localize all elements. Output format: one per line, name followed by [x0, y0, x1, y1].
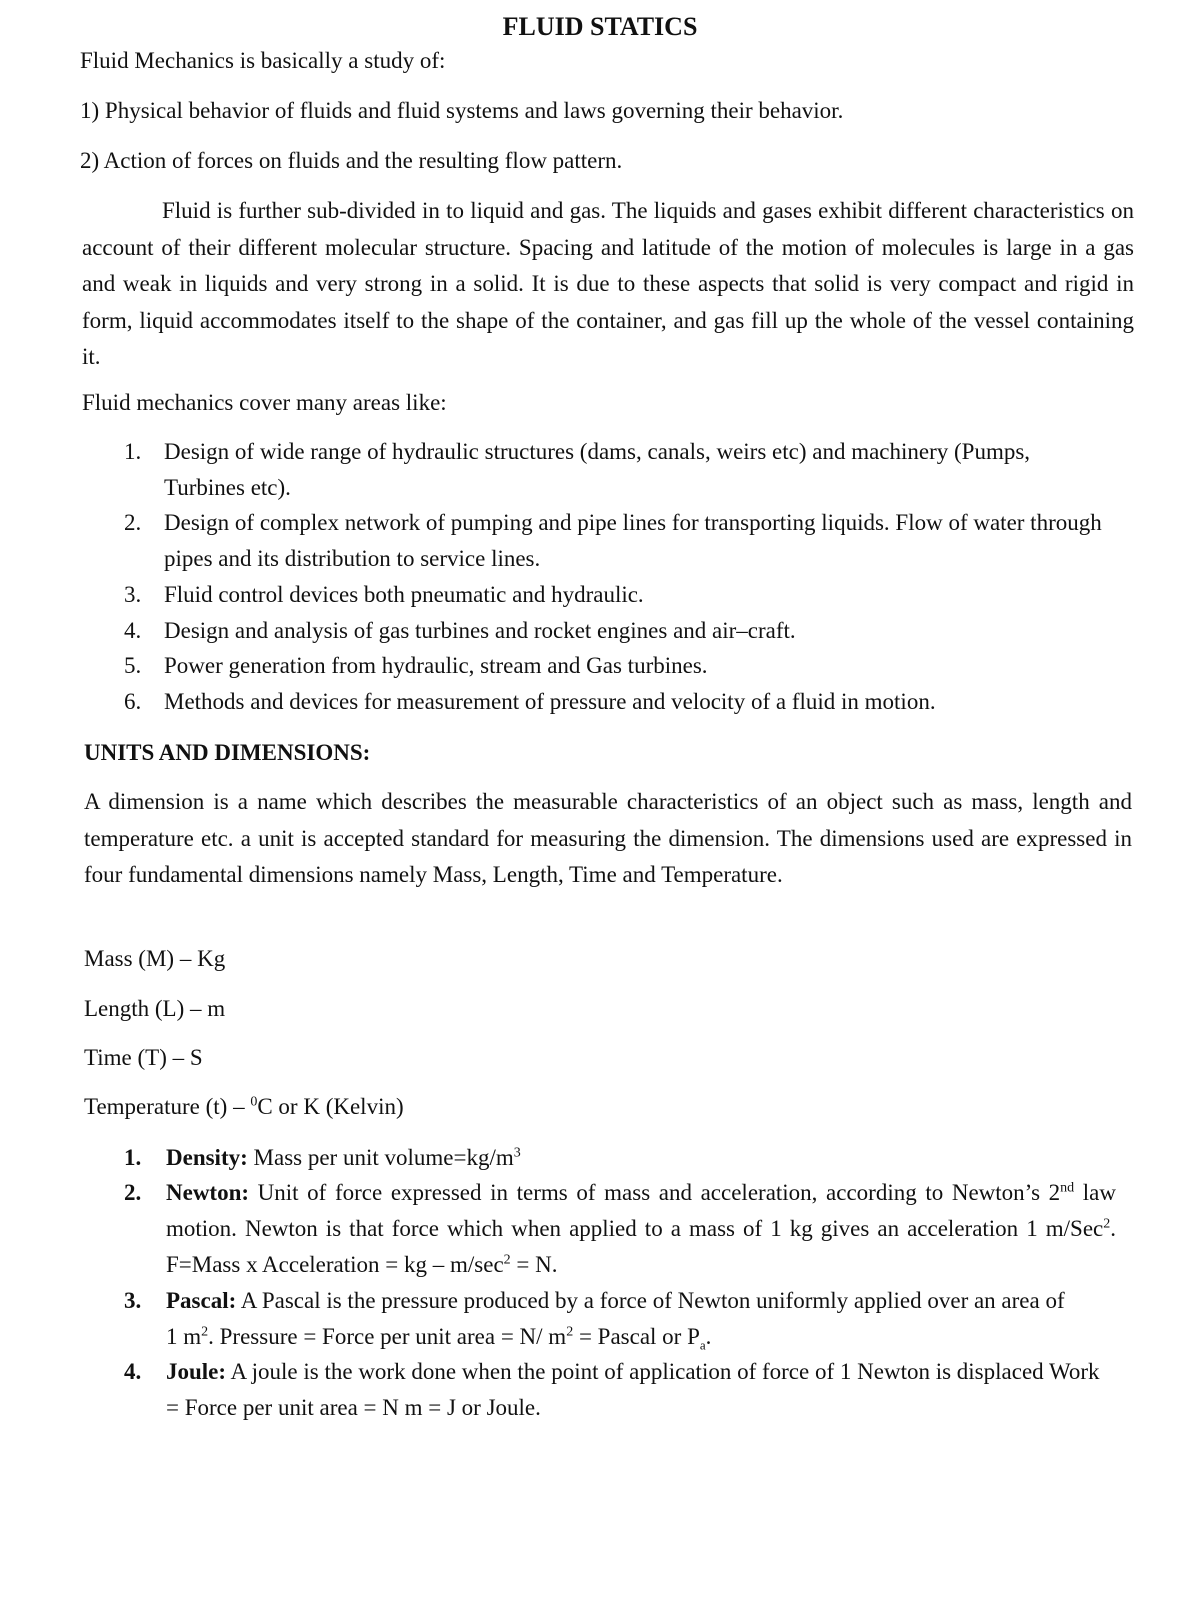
- definition-body: = N.: [510, 1252, 558, 1277]
- definition-body: . Pressure = Force per unit area = N/ m: [208, 1324, 567, 1349]
- definition-term: Density:: [166, 1145, 248, 1170]
- definition-body: = Pascal or P: [573, 1324, 700, 1349]
- definition-term: Pascal:: [166, 1288, 237, 1313]
- list-item-number: 1.: [124, 1145, 142, 1170]
- list-item-number: 2.: [124, 1180, 142, 1205]
- list-item-number: 4.: [124, 618, 142, 643]
- unit-length: Length (L) – m: [84, 996, 226, 1021]
- units-heading: UNITS AND DIMENSIONS:: [84, 740, 371, 765]
- page-title: FLUID STATICS: [502, 12, 698, 41]
- intro-point-1: 1) Physical behavior of fluids and fluid systems and laws governing their behavior.: [80, 98, 844, 123]
- definition-text: [166, 1283, 1066, 1355]
- definition-body: .: [705, 1324, 712, 1349]
- list-item-number: 4.: [124, 1359, 142, 1384]
- units-paragraph: A dimension is a name which describes the measurable characteristics of an object such as mass, length and temperature etc. a unit is accepted standard for measuring the dimension. The dimensions used are expressed in four fundamental dimensions namely Mass, Length, Time and Temperature.: [84, 789, 1132, 887]
- superscript: 2: [201, 1324, 209, 1340]
- definition-term: Newton:: [166, 1180, 250, 1205]
- unit-temperature-value: C or K (Kelvin): [257, 1094, 404, 1119]
- list-item-text: Design and analysis of gas turbines and rocket engines and air–craft.: [164, 618, 796, 643]
- list-item-number: 6.: [124, 689, 142, 714]
- definition-body: Mass per unit volume=kg/m: [247, 1145, 514, 1170]
- definition-joule: [124, 1354, 1114, 1426]
- subscript: a: [699, 1337, 706, 1353]
- definition-body: A Pascal is the pressure produced by a force of Newton uniformly applied over an area of 1 m: [166, 1288, 1065, 1349]
- intro-lead: Fluid Mechanics is basically a study of:: [80, 48, 446, 73]
- list-item-number: 1.: [124, 439, 142, 464]
- superscript: 2: [1103, 1216, 1111, 1232]
- unit-temperature: [84, 1092, 404, 1122]
- superscript: nd: [1060, 1180, 1075, 1196]
- list-item-text: Fluid control devices both pneumatic and hydraulic.: [164, 582, 644, 607]
- definition-body: A joule is the work done when the point of application of force of 1 Newton is displaced Work = Force per unit area = N m = J or Joule.: [166, 1359, 1100, 1420]
- definition-text: [166, 1175, 1116, 1283]
- list-item-text: Methods and devices for measurement of pressure and velocity of a fluid in motion.: [164, 689, 936, 714]
- list-item-text: Design of wide range of hydraulic structures (dams, canals, weirs etc) and machinery (Pumps, Turbines etc).: [164, 439, 1031, 500]
- list-item-text: Design of complex network of pumping and pipe lines for transporting liquids. Flow of water through pipes and its distribution to service lines.: [164, 510, 1102, 571]
- definition-body: law motion. Newton is that force which when applied to a mass of 1 kg gives an acceleration 1 m/Sec: [166, 1180, 1116, 1241]
- list-item: [124, 434, 1104, 506]
- definition-newton: [124, 1175, 1114, 1283]
- unit-time: Time (T) – S: [84, 1045, 203, 1070]
- superscript: 3: [513, 1145, 521, 1161]
- superscript: 2: [503, 1252, 511, 1268]
- definition-text: [166, 1140, 1116, 1176]
- definition-body: . F=Mass x Acceleration = kg – m/sec: [166, 1216, 1116, 1277]
- intro-point-2: 2) Action of forces on fluids and the resulting flow pattern.: [80, 148, 623, 173]
- list-item-number: 3.: [124, 582, 142, 607]
- definition-text: [166, 1354, 1106, 1426]
- list-item-text: Power generation from hydraulic, stream and Gas turbines.: [164, 653, 708, 678]
- definition-body: Unit of force expressed in terms of mass and acceleration, according to Newton’s 2: [249, 1180, 1061, 1205]
- fluid-paragraph: Fluid is further sub-divided in to liquid and gas. The liquids and gases exhibit different characteristics on account of their different molecular structure. Spacing and latitude of the motion of molecules is large in a gas and weak in liquids and very strong in a solid. It is due to these aspects that solid is very compact and rigid in form, liquid accommodates itself to the shape of the container, and gas fill up the whole of the vessel containing it.: [82, 198, 1134, 369]
- unit-mass: Mass (M) – Kg: [84, 946, 226, 971]
- list-item-number: 2.: [124, 510, 142, 535]
- definition-term: Joule:: [166, 1359, 227, 1384]
- list-item-number: 5.: [124, 653, 142, 678]
- areas-lead: Fluid mechanics cover many areas like:: [82, 390, 447, 415]
- list-item: [124, 505, 1104, 577]
- definition-pascal: [124, 1283, 1114, 1355]
- list-item-number: 3.: [124, 1288, 142, 1313]
- degree-superscript: 0: [250, 1094, 258, 1110]
- unit-temperature-label: Temperature (t) –: [84, 1094, 251, 1119]
- superscript: 2: [566, 1324, 574, 1340]
